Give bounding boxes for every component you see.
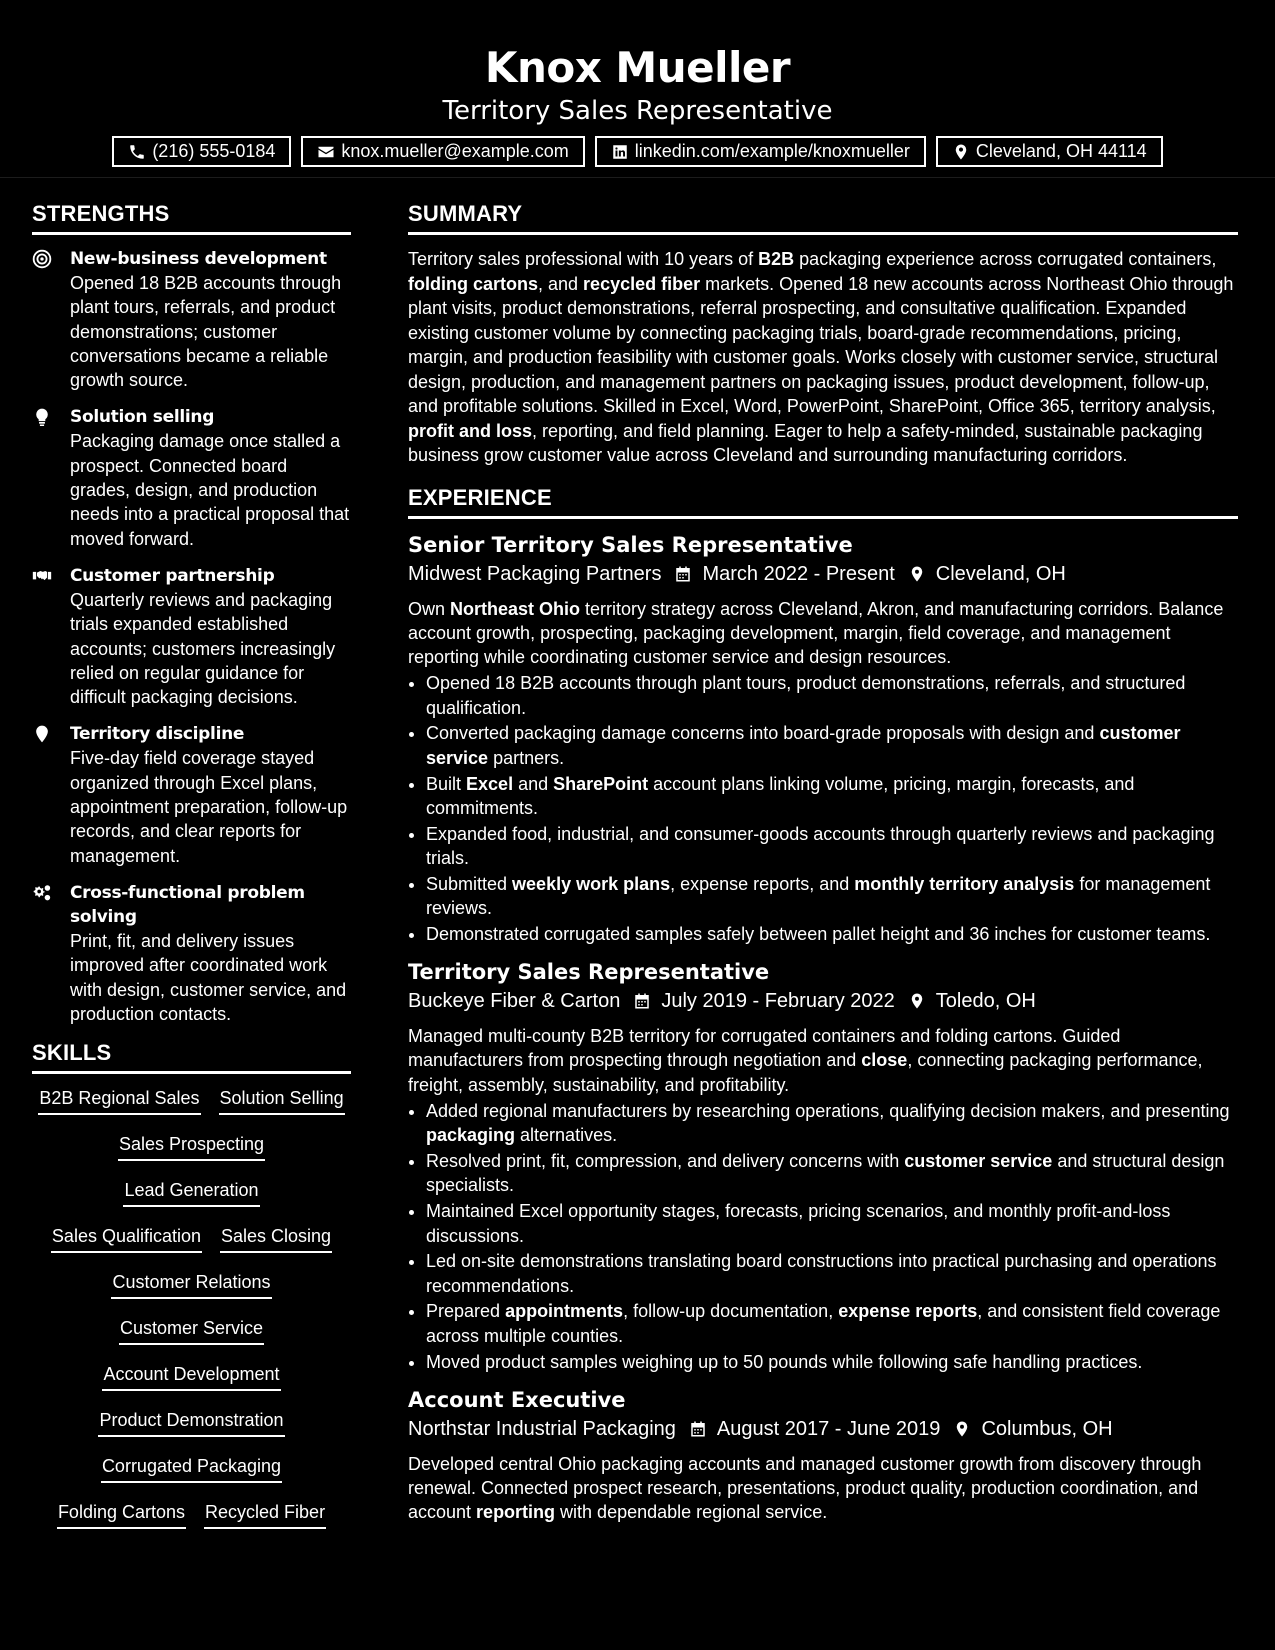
- bold-text: Northeast Ohio: [450, 598, 581, 619]
- text-segment: territory strategy across Cleveland, Akron, and manufacturing corridors. Balance account growth, prospecting, packaging development, margin, field coverage, and management reporting while coordinating customer service and design resources.: [408, 598, 1224, 668]
- strength-title: Cross-functional problem solving: [70, 882, 305, 927]
- company-name: Midwest Packaging Partners: [408, 562, 662, 585]
- text-segment: Moved product samples weighing up to 50 pounds while following safe handling practices.: [426, 1351, 1143, 1372]
- strength-description: Five-day field coverage stayed organized through Excel plans, appointment preparation, follow-up records, and clear reports for management.: [70, 748, 348, 866]
- skill-tag: Solution Selling: [219, 1086, 345, 1115]
- job-description: [408, 1452, 1238, 1525]
- bold-text: customer service: [904, 1151, 1053, 1172]
- job-location: Cleveland, OH: [935, 562, 1066, 585]
- calendar-icon: [633, 991, 651, 1011]
- job-bullet: [426, 721, 1238, 770]
- job-meta: [408, 1414, 1238, 1444]
- strength-body: [70, 247, 351, 392]
- calendar-icon: [674, 564, 692, 584]
- map-pin-icon: [953, 1419, 971, 1439]
- job-description: [408, 597, 1238, 670]
- job-bullet: [426, 1199, 1238, 1248]
- skill-tag: B2B Regional Sales: [38, 1086, 200, 1115]
- job-bullet: [426, 1149, 1238, 1198]
- strength-item: [32, 564, 351, 709]
- text-segment: , and: [538, 273, 584, 294]
- job-title: Territory Sales Representative: [408, 960, 770, 985]
- job-bullet: [426, 671, 1238, 720]
- strength-title: New-business development: [70, 249, 327, 269]
- skill-tag: Sales Closing: [220, 1224, 332, 1253]
- text-segment: Submitted: [426, 873, 513, 894]
- skill-tag: Corrugated Packaging: [101, 1454, 282, 1483]
- job-bullet: [426, 822, 1238, 871]
- job-bullet: [426, 772, 1238, 821]
- bold-text: B2B: [758, 249, 795, 269]
- job-bullet: [426, 872, 1238, 921]
- map-pin-icon: [952, 143, 970, 161]
- text-segment: Own: [408, 598, 451, 619]
- text-segment: Maintained Excel opportunity stages, forecasts, pricing scenarios, and monthly profit-and-loss discussions.: [426, 1201, 1171, 1246]
- text-segment: markets. Opened 18 new accounts across Northeast Ohio through plant visits, product demonstrations, referral prospecting, and consultative qualification. Expanded existing customer volume by connecting packaging trials, board-grade recommendations, pricing, margin, and production feasibility with customer goals. Works closely with customer service, structural design, production, and management partners on packaging issues, product development, follow-up, and profitable solutions. Skilled in Excel, Word, PowerPoint, SharePoint, Office 365, territory analysis,: [408, 273, 1234, 416]
- bold-text: customer service: [426, 723, 1181, 768]
- text-segment: Added regional manufacturers by researching operations, qualifying decision makers, and presenting: [426, 1101, 1230, 1122]
- skills-heading: SKILLS: [32, 1039, 351, 1074]
- email-text: knox.mueller@example.com: [341, 141, 569, 161]
- text-segment: for management reviews.: [426, 873, 1211, 919]
- location-text: Cleveland, OH 44114: [975, 141, 1147, 161]
- skill-tag: Sales Prospecting: [118, 1132, 265, 1161]
- job-bullet: [426, 1249, 1238, 1298]
- resume-header: [0, 0, 1275, 178]
- skills-row: [32, 1178, 351, 1224]
- linkedin-text: linkedin.com/example/knoxmueller: [634, 141, 910, 161]
- text-segment: , reporting, and field planning. Eager to help a safety-minded, sustainable packaging business grow customer value across Cleveland and surrounding manufacturing corridors.: [408, 420, 1203, 465]
- text-segment: Managed multi-county B2B territory for corrugated containers and folding cartons. Guided manufacturers from prospecting through negotiation and: [408, 1026, 1121, 1071]
- strength-item: [32, 722, 351, 867]
- job-bullet: [426, 1350, 1238, 1374]
- bold-text: expense reports: [838, 1301, 978, 1322]
- summary-text: [408, 247, 1238, 468]
- bold-text: packaging: [426, 1125, 516, 1146]
- company-name: Buckeye Fiber & Carton: [408, 990, 621, 1013]
- job-dates: August 2017 - June 2019: [716, 1417, 941, 1440]
- bold-text: Excel: [466, 773, 514, 794]
- skills-section: [32, 1039, 351, 1546]
- skill-tag: Product Demonstration: [98, 1408, 284, 1437]
- strength-title: Solution selling: [70, 407, 215, 428]
- target-icon: [32, 249, 52, 269]
- bold-text: SharePoint: [553, 773, 649, 794]
- bold-text: folding cartons: [408, 273, 538, 294]
- skill-tag: Sales Qualification: [51, 1224, 202, 1253]
- skill-tag: Lead Generation: [123, 1178, 259, 1207]
- strengths-heading: STRENGTHS: [32, 200, 351, 235]
- bold-text: reporting: [476, 1502, 556, 1523]
- job-title: Account Executive: [408, 1387, 626, 1412]
- phone-chip[interactable]: [112, 136, 291, 167]
- skill-tag: Recycled Fiber: [204, 1500, 326, 1529]
- skills-row: [32, 1224, 351, 1270]
- strength-description: Print, fit, and delivery issues improved after coordinated work with design, customer service, and production contacts.: [70, 930, 347, 1024]
- gears-icon: [32, 883, 52, 903]
- text-segment: account plans linking volume, pricing, margin, forecasts, and commitments.: [426, 773, 1135, 818]
- skills-row: [32, 1500, 351, 1546]
- summary-heading: SUMMARY: [408, 200, 1238, 235]
- linkedin-icon: [611, 143, 629, 161]
- text-segment: Opened 18 B2B accounts through plant tours, product demonstrations, referrals, and structured qualification.: [426, 673, 1186, 718]
- candidate-name: Knox Mueller: [484, 43, 791, 92]
- email-chip[interactable]: [301, 136, 584, 167]
- skills-list: [32, 1086, 351, 1546]
- job-bullet: [426, 1299, 1238, 1348]
- job-bullets: [408, 671, 1238, 946]
- skills-row: [32, 1454, 351, 1500]
- strength-body: [70, 405, 351, 550]
- text-segment: with dependable regional service.: [555, 1502, 828, 1523]
- strength-description: Quarterly reviews and packaging trials expanded established accounts; customers increasingly relied on regular guidance for difficult packaging decisions.: [70, 589, 336, 708]
- text-segment: Demonstrated corrugated samples safely between pallet height and 36 inches for customer teams.: [426, 923, 1211, 944]
- strength-body: [70, 881, 351, 1026]
- handshake-icon: [32, 566, 52, 586]
- strength-description: Opened 18 B2B accounts through plant tours, referrals, and product demonstrations; customer conversations became a reliable growth source.: [70, 273, 342, 391]
- strength-body: [70, 722, 351, 867]
- text-segment: Led on-site demonstrations translating board constructions into practical purchasing and operations recommendations.: [426, 1251, 1217, 1296]
- bold-text: close: [861, 1050, 908, 1071]
- strength-icon-wrap: [32, 247, 70, 392]
- skills-row: [32, 1316, 351, 1362]
- text-segment: packaging experience across corrugated containers,: [794, 249, 1217, 269]
- map-pin-icon: [908, 991, 926, 1011]
- bold-text: profit and loss: [408, 420, 533, 441]
- map-pin-icon: [32, 724, 52, 744]
- job-bullet: [426, 1099, 1238, 1148]
- text-segment: , follow-up documentation,: [623, 1301, 839, 1322]
- job-meta: [408, 559, 1238, 589]
- text-segment: Expanded food, industrial, and consumer-goods accounts through quarterly reviews and packaging trials.: [426, 823, 1215, 868]
- text-segment: , and consistent field coverage across multiple counties.: [426, 1301, 1221, 1346]
- job-bullets: [408, 1099, 1238, 1374]
- job-meta: [408, 986, 1238, 1016]
- strength-item: [32, 247, 351, 392]
- strength-icon-wrap: [32, 405, 70, 550]
- skills-row: [32, 1086, 351, 1132]
- envelope-icon: [317, 143, 335, 161]
- strength-body: [70, 564, 351, 709]
- job-entry: [408, 958, 1238, 1374]
- contact-bar: [0, 136, 1275, 167]
- text-segment: Territory sales professional with 10 years of: [408, 249, 759, 269]
- skills-row: [32, 1408, 351, 1454]
- skills-row: [32, 1270, 351, 1316]
- strengths-list: [32, 247, 351, 1026]
- skill-tag: Account Development: [102, 1362, 280, 1391]
- text-segment: Built: [426, 773, 467, 794]
- job-location: Toledo, OH: [935, 990, 1036, 1013]
- job-bullet: [426, 922, 1238, 946]
- bold-text: appointments: [505, 1301, 624, 1322]
- skill-tag: Customer Service: [119, 1316, 264, 1345]
- strength-title: Customer partnership: [70, 565, 275, 586]
- calendar-icon: [689, 1419, 707, 1439]
- company-name: Northstar Industrial Packaging: [408, 1417, 676, 1440]
- map-pin-icon: [908, 564, 926, 584]
- skill-tag: Folding Cartons: [57, 1500, 186, 1529]
- phone-text: (216) 555-0184: [152, 141, 276, 161]
- lightbulb-icon: [32, 407, 52, 427]
- right-column: [408, 178, 1238, 1546]
- strength-icon-wrap: [32, 722, 70, 867]
- skill-tag: Customer Relations: [111, 1270, 271, 1299]
- skills-row: [32, 1362, 351, 1408]
- linkedin-chip[interactable]: [595, 136, 926, 167]
- strength-icon-wrap: [32, 881, 70, 1026]
- job-title: Senior Territory Sales Representative: [408, 532, 853, 557]
- bold-text: weekly work plans: [512, 873, 671, 894]
- strength-description: Packaging damage once stalled a prospect. Connected board grades, design, and production needs into a practical proposal that moved forward.: [70, 431, 350, 549]
- text-segment: and structural design specialists.: [426, 1151, 1225, 1196]
- job-entry: [408, 1386, 1238, 1525]
- candidate-title: Territory Sales Representative: [442, 96, 833, 126]
- experience-heading: EXPERIENCE: [408, 484, 1238, 519]
- text-segment: partners.: [488, 747, 565, 768]
- text-segment: and: [513, 773, 554, 794]
- left-column: [32, 178, 351, 1546]
- text-segment: Prepared: [426, 1301, 506, 1322]
- resume-body: [0, 178, 1275, 1546]
- jobs-list: [408, 531, 1238, 1525]
- location-chip[interactable]: [936, 136, 1163, 167]
- strength-item: [32, 881, 351, 1026]
- job-dates: March 2022 - Present: [702, 562, 895, 585]
- skills-row: [32, 1132, 351, 1178]
- job-entry: [408, 531, 1238, 947]
- text-segment: Converted packaging damage concerns into board-grade proposals with design and: [426, 723, 1100, 744]
- text-segment: , expense reports, and: [670, 873, 855, 894]
- text-segment: alternatives.: [515, 1125, 618, 1146]
- strength-title: Territory discipline: [70, 724, 245, 745]
- text-segment: Resolved print, fit, compression, and delivery concerns with: [426, 1151, 905, 1172]
- strength-icon-wrap: [32, 564, 70, 709]
- bold-text: recycled fiber: [583, 273, 701, 294]
- bold-text: monthly territory analysis: [854, 873, 1075, 894]
- job-location: Columbus, OH: [981, 1417, 1113, 1440]
- text-segment: , connecting packaging performance, freight, assembly, sustainability, and profitability.: [408, 1050, 1203, 1095]
- strength-item: [32, 405, 351, 550]
- phone-icon: [128, 143, 146, 161]
- text-segment: Developed central Ohio packaging accounts and managed customer growth from discovery through renewal. Connected prospect research, presentations, product quality, production coordination, and account: [408, 1453, 1202, 1523]
- job-description: [408, 1024, 1238, 1097]
- job-dates: July 2019 - February 2022: [661, 990, 895, 1013]
